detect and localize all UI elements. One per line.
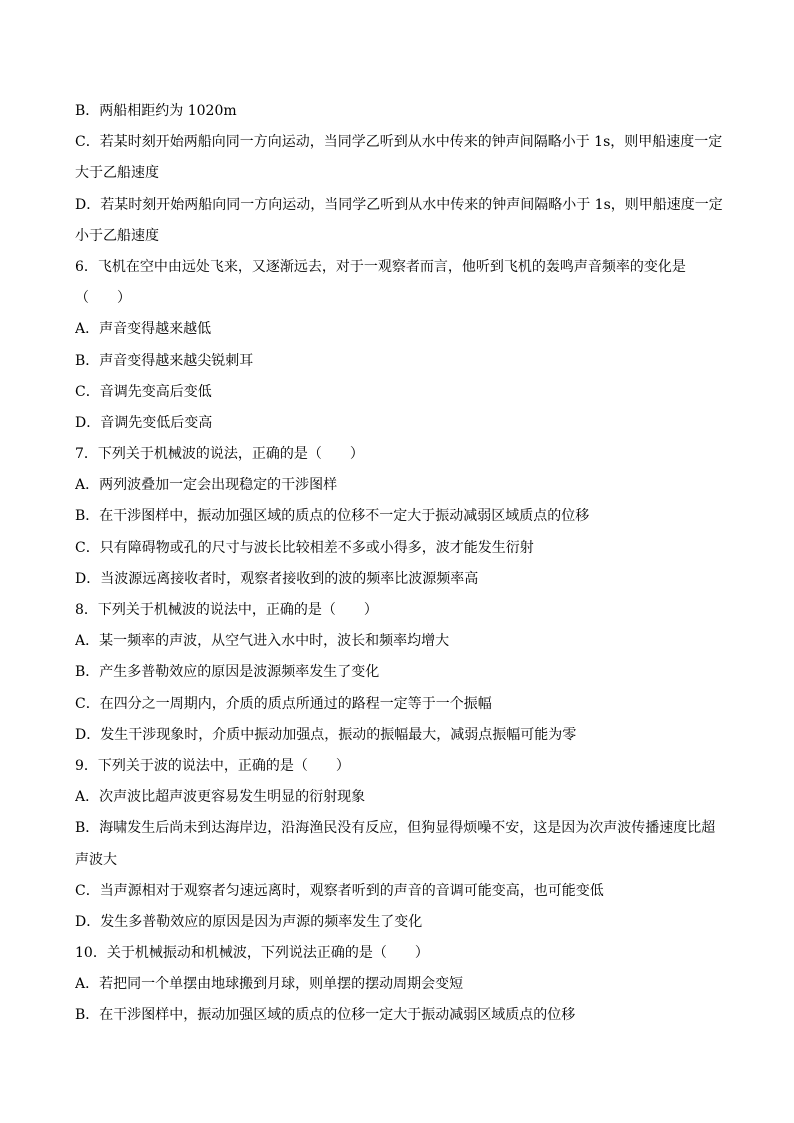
option-6b: B．声音变得越来越尖锐刺耳 [75,352,254,369]
option-10b: B．在干涉图样中，振动加强区域的质点的位移一定大于振动减弱区域质点的位移 [75,1007,576,1024]
option-10a: A．若把同一个单摆由地球搬到月球，则单摆的摆动周期会变短 [75,976,464,993]
option-6c: C．音调先变高后变低 [75,383,212,400]
option-6a: A．声音变得越来越低 [75,321,212,338]
option-6d: D．音调先变低后变高 [75,414,213,431]
option-5c: C．若某时刻开始两船向同一方向运动，当同学乙听到从水中传来的钟声间隔略小于 1s，则甲船速度一定 [75,134,723,151]
option-7a: A．两列波叠加一定会出现稳定的干涉图样 [75,477,338,494]
question-9-stem: 9．下列关于波的说法中，正确的是（ ） [75,757,350,774]
question-10-stem: 10．关于机械振动和机械波，下列说法正确的是（ ） [75,945,429,962]
option-7c: C．只有障碍物或孔的尺寸与波长比较相差不多或小得多，波才能发生衍射 [75,539,534,556]
question-8-stem: 8．下列关于机械波的说法中，正确的是（ ） [75,602,378,618]
option-9b-continued: 声波大 [75,851,117,868]
option-8a: A．某一频率的声波，从空气进入水中时，波长和频率均增大 [75,633,450,650]
question-6-answer-blank: （ ） [75,290,131,307]
option-7b: B．在干涉图样中，振动加强区域的质点的位移不一定大于振动减弱区域质点的位移 [75,508,590,525]
option-9d: D．发生多普勒效应的原因是因为声源的频率发生了变化 [75,913,423,930]
question-text-block [75,96,725,1032]
question-7-stem: 7．下列关于机械波的说法，正确的是（ ） [75,446,364,463]
option-7d: D．当波源远离接收者时，观察者接收到的波的频率比波源频率高 [75,570,479,587]
option-9b: B．海啸发生后尚未到达海岸边，沿海渔民没有反应，但狗显得烦噪不安，这是因为次声波传播速度比超 [75,820,716,837]
option-5d: D．若某时刻开始两船向同一方向运动，当同学乙听到从水中传来的钟声间隔略小于 1s，则甲船速度一定 [75,196,723,213]
option-5c-continued: 大于乙船速度 [75,165,159,182]
question-6-stem: 6．飞机在空中由远处飞来，又逐渐远去，对于一观察者而言，他听到飞机的轰鸣声音频率的变化是 [75,258,686,275]
option-5b: B．两船相距约为 1020m [75,103,237,119]
option-9c: C．当声源相对于观察者匀速远离时，观察者听到的声音的音调可能变高，也可能变低 [75,882,604,899]
option-8b: B．产生多普勒效应的原因是波源频率发生了变化 [75,664,380,681]
option-5d-continued: 小于乙船速度 [75,227,159,244]
option-8c: C．在四分之一周期内，介质的质点所通过的路程一定等于一个振幅 [75,695,492,712]
option-9a: A．次声波比超声波更容易发生明显的衍射现象 [75,789,366,806]
option-8d: D．发生干涉现象时，介质中振动加强点，振动的振幅最大，减弱点振幅可能为零 [75,726,577,743]
